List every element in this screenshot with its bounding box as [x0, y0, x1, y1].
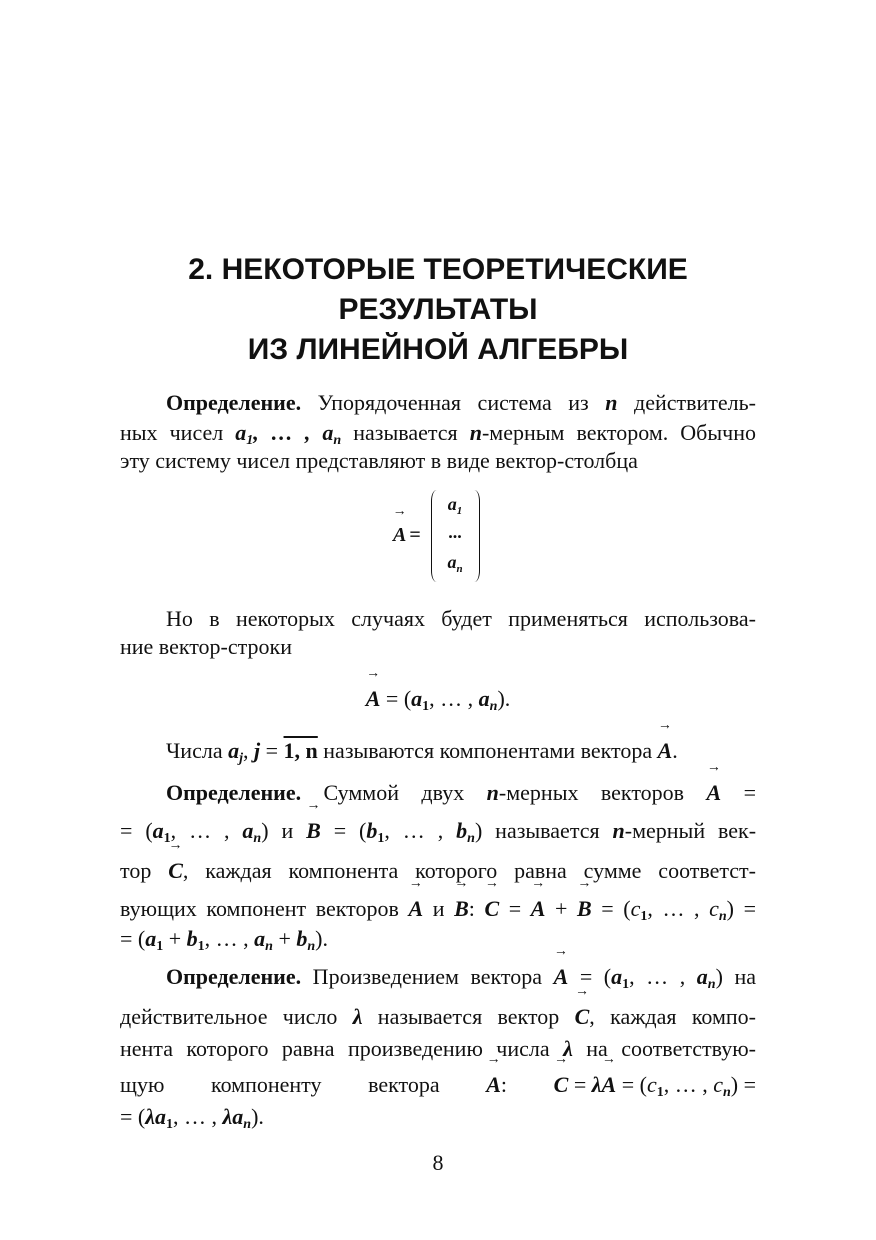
definition-3-line-2: [120, 1004, 756, 1030]
text: ): [474, 818, 483, 843]
definition-3-line-5: [120, 1104, 756, 1130]
vector-a: → A: [531, 896, 546, 922]
text: = (: [120, 1104, 146, 1129]
vector-b: → B: [577, 896, 592, 922]
subscript: 1: [163, 831, 171, 846]
subscript: 1: [640, 909, 648, 924]
definition-3-line-1: [120, 964, 756, 990]
text: нента которого равна произведению числа: [120, 1036, 564, 1061]
row-vector-intro-line-2: ние вектор-строки: [120, 634, 292, 659]
column-vector-lhs: [393, 524, 421, 547]
vector-c: → C: [168, 858, 183, 884]
text: вующих компонент векторов: [120, 896, 409, 921]
math-n: n: [612, 818, 625, 843]
text: ): [261, 818, 269, 843]
subscript: 1: [246, 433, 254, 448]
math-a: a: [155, 1104, 166, 1129]
definition-2-line-1: [120, 780, 756, 806]
subscript: j: [239, 751, 243, 766]
text: Произведением вектора: [301, 964, 554, 989]
subscript: 1: [166, 1117, 173, 1132]
text: -мерный век-: [624, 818, 757, 843]
text: ) =: [726, 896, 756, 921]
math-lambda: λ: [145, 1104, 155, 1129]
math-a: a: [322, 420, 334, 445]
text: =: [260, 738, 284, 763]
math-a: a: [411, 686, 423, 711]
row-vector-intro-line-1: Но в некоторых случаях будет применяться использова-: [166, 606, 756, 631]
text: =: [568, 1072, 592, 1097]
equals-sign: =: [409, 524, 421, 546]
text: , … ,: [629, 964, 697, 989]
math-b: b: [186, 926, 198, 951]
text: ных чисел: [120, 420, 236, 445]
vector-a: → A: [486, 1072, 501, 1098]
subscript: 1: [422, 699, 430, 714]
definition-2-line-3: [120, 858, 756, 884]
text: = (: [320, 818, 367, 843]
definition-1-line-2: [120, 420, 756, 446]
page-number: 8: [432, 1150, 444, 1175]
text: компоненту: [211, 1072, 322, 1097]
subscript: n: [467, 831, 475, 846]
text: действительное число: [120, 1004, 353, 1029]
text: , … ,: [170, 818, 243, 843]
math-a: a: [242, 818, 254, 843]
subscript: n: [243, 1117, 252, 1132]
vector-c: → C: [554, 1072, 569, 1098]
math-a: a: [447, 552, 457, 572]
text: = (: [120, 818, 153, 843]
matrix-entry-mid: ...: [448, 522, 462, 542]
math-n: n: [486, 780, 499, 805]
math-lambda: λ: [563, 1036, 573, 1061]
vector-a: → A: [393, 524, 406, 547]
vector-a: → A: [706, 780, 721, 806]
row-vector-formula: [0, 686, 876, 712]
math-lambda: λ: [591, 1072, 602, 1097]
text: , каждая компо-: [589, 1004, 756, 1029]
text: называется вектор: [362, 1004, 575, 1029]
text: = (: [568, 964, 612, 989]
vector-a-with-colon: [486, 1072, 507, 1098]
text: ).: [497, 686, 511, 711]
column-vector-formula: [393, 488, 493, 584]
chapter-title: [0, 250, 876, 370]
text: = (: [120, 926, 146, 951]
text: ).: [251, 1104, 264, 1129]
text: , каждая компонента которого равна сумме соответст-: [182, 858, 756, 883]
text: , … ,: [663, 1072, 714, 1097]
vector-a: → A: [602, 1072, 617, 1098]
math-j: j: [253, 738, 261, 763]
text: :: [468, 896, 485, 921]
definition-2-line-2: [120, 818, 756, 844]
text: Упорядоченная система из: [301, 390, 606, 415]
product-formula: [554, 1072, 756, 1098]
components-sentence: [120, 738, 756, 764]
definition-3-line-3: [120, 1036, 756, 1062]
math-n: n: [605, 390, 618, 415]
text: = (: [616, 1072, 647, 1097]
math-dots: , … ,: [253, 420, 323, 445]
math-lambda: λ: [352, 1004, 363, 1029]
subscript: n: [253, 831, 262, 846]
text: +: [272, 926, 297, 951]
text: и: [268, 818, 307, 843]
index-range: 1, n: [283, 738, 318, 763]
math-a: a: [152, 818, 164, 843]
text: , … ,: [384, 818, 457, 843]
subscript: n: [707, 977, 716, 992]
text: , … ,: [647, 896, 710, 921]
definition-2-line-5: [120, 926, 756, 952]
math-b: b: [296, 926, 308, 951]
text: ) =: [730, 1072, 756, 1097]
math-c: c: [713, 1072, 723, 1097]
definition-3-line-4: [120, 1072, 756, 1098]
text: и: [423, 896, 455, 921]
text: , … ,: [173, 1104, 223, 1129]
text: -мерным вектором. Обычно: [481, 420, 756, 445]
chapter-title-line-1: 2. НЕКОТОРЫЕ ТЕОРЕТИЧЕСКИЕ: [188, 253, 688, 286]
definition-label: Определение.: [166, 390, 302, 415]
text: +: [545, 896, 577, 921]
text: действитель-: [617, 390, 756, 415]
subscript: 1: [197, 939, 205, 954]
definition-label: Определение.: [166, 780, 302, 805]
subscript: n: [722, 1085, 731, 1100]
subscript: 1: [456, 505, 463, 517]
vector-a: → A: [366, 686, 381, 712]
math-seq: [235, 420, 342, 448]
math-lambda: λ: [222, 1104, 233, 1129]
text: Числа: [166, 738, 229, 763]
subscript: n: [718, 909, 727, 924]
math-a: a: [145, 926, 157, 951]
math-a: a: [611, 964, 623, 989]
vector-a: → A: [554, 964, 569, 990]
text: щую: [120, 1072, 165, 1097]
vector-a: → A: [408, 896, 423, 922]
math-a: a: [228, 738, 240, 763]
vector-b: → B: [454, 896, 469, 922]
vector-a: → A: [658, 738, 673, 764]
text: ,: [242, 738, 254, 763]
math-c: c: [646, 1072, 657, 1097]
subscript: 1: [377, 831, 385, 846]
text: ).: [315, 926, 328, 951]
vector-c: → C: [484, 896, 499, 922]
text: = (: [380, 686, 412, 711]
text: .: [672, 738, 678, 763]
math-c: c: [630, 896, 641, 921]
text: , … ,: [429, 686, 479, 711]
math-b: b: [456, 818, 468, 843]
text: -мерных векторов: [498, 780, 707, 805]
text: вектора: [368, 1072, 440, 1097]
text: на соответствую-: [572, 1036, 756, 1061]
math-a: a: [232, 1104, 244, 1129]
subscript: n: [489, 699, 498, 714]
subscript: n: [456, 563, 463, 575]
text: =: [721, 780, 756, 805]
matrix-entry-top: [441, 494, 469, 515]
subscript: 1: [656, 1085, 664, 1100]
text: тор: [120, 858, 169, 883]
text: Суммой двух: [301, 780, 487, 805]
math-b: b: [366, 818, 378, 843]
text: =: [499, 896, 531, 921]
definition-1-line-1: [120, 390, 756, 416]
vector-c: → C: [575, 1004, 590, 1030]
text: :: [500, 1072, 508, 1097]
vector-b: → B: [306, 818, 321, 844]
math-a: a: [447, 494, 457, 514]
subscript: 1: [156, 939, 164, 954]
text: = (: [591, 896, 631, 921]
right-parenthesis: [469, 490, 480, 582]
subscript: n: [265, 939, 273, 954]
text: ) на: [715, 964, 756, 989]
definition-1-line-3: эту систему чисел представляют в виде вектор-столбца: [120, 448, 638, 473]
subscript: 1: [622, 977, 630, 992]
matrix-entry-bottom: [441, 552, 469, 573]
subscript: n: [307, 939, 316, 954]
math-n: n: [469, 420, 482, 445]
chapter-title-line-2: РЕЗУЛЬТАТЫ: [338, 293, 538, 326]
definition-label: Определение.: [166, 964, 302, 989]
definition-2-line-4: [120, 896, 756, 922]
math-a: a: [696, 964, 708, 989]
text: +: [163, 926, 187, 951]
chapter-title-line-3: ИЗ ЛИНЕЙНОЙ АЛГЕБРЫ: [247, 333, 629, 366]
text: называются компонентами вектора: [317, 738, 658, 763]
math-a: a: [478, 686, 490, 711]
math-a: a: [254, 926, 266, 951]
math-c: c: [709, 896, 719, 921]
subscript: n: [333, 433, 342, 448]
text: называется: [482, 818, 613, 843]
text: , … ,: [204, 926, 255, 951]
math-a: a: [235, 420, 247, 445]
text: называется: [341, 420, 470, 445]
